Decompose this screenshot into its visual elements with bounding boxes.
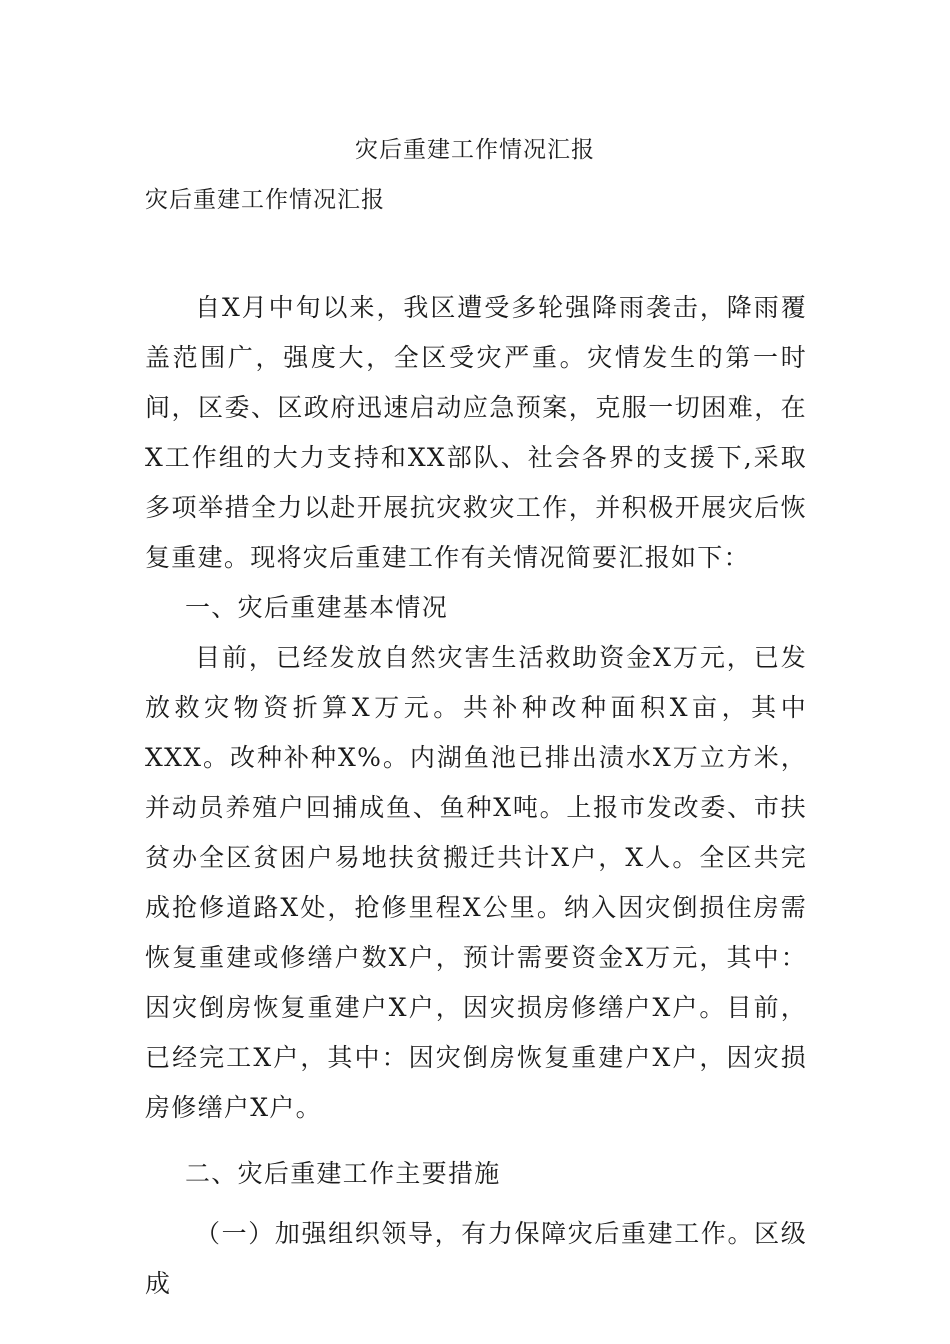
document-title: 灾后重建工作情况汇报: [355, 137, 595, 163]
section-1-paragraph: 目前，已经发放自然灾害生活救助资金X万元，已发放救灾物资折算X万元。共补种改种面积X亩，其中XXX。改种补种X%。内湖鱼池已排出渍水X万立方米，并动员养殖户回捕成鱼、鱼种X吨。上报市发改委、市扶贫办全区贫困户易地扶贫搬迁共计X户，X人。全区共完成抢修道路X处，抢修里程X公里。纳入因灾倒损住房需恢复重建或修缮户数X户，预计需要资金X万元，其中：因灾倒房恢复重建户X户，因灾损房修缮户X户。目前，已经完工X户，其中：因灾倒房恢复重建户X户，因灾损房修缮户X户。: [145, 643, 807, 1122]
intro-paragraph: 自X月中旬以来，我区遭受多轮强降雨袭击，降雨覆盖范围广，强度大，全区受灾严重。灾情发生的第一时间，区委、区政府迅速启动应急预案，克服一切困难，在X工作组的大力支持和XX部队、社会各界的支援下,采取多项举措全力以赴开展抗灾救灾工作，并积极开展灾后恢复重建。现将灾后重建工作有关情况简要汇报如下：: [145, 293, 807, 572]
document-body: [145, 283, 807, 1309]
section-heading-1: 一、灾后重建基本情况: [185, 593, 449, 622]
section-heading-2: 二、灾后重建工作主要措施: [185, 1159, 501, 1188]
subsection-1-paragraph: （一）加强组织领导，有力保障灾后重建工作。区级成: [145, 1219, 807, 1298]
document-subtitle: 灾后重建工作情况汇报: [145, 187, 385, 213]
